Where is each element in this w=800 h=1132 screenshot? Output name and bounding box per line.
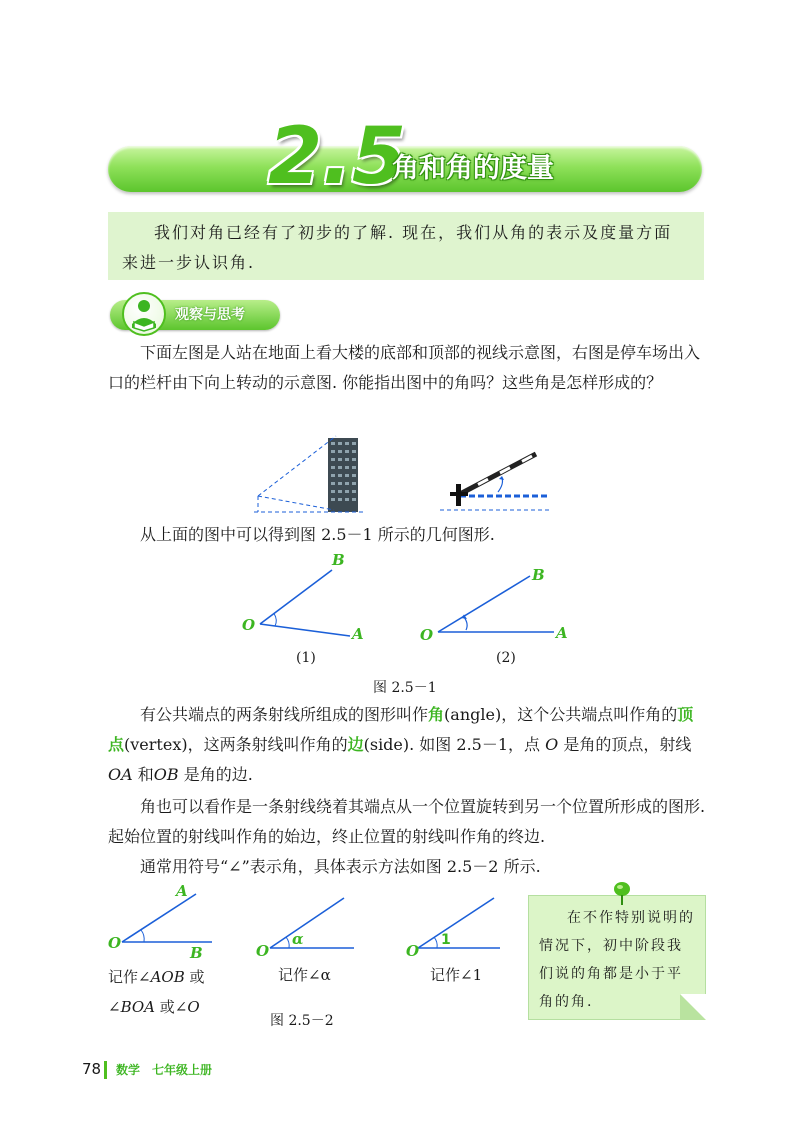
term-side: 边 [347,735,364,754]
section-number: 2.5 [268,112,407,202]
note-fold-corner [680,994,706,1020]
fig2-label-O1: O [108,934,122,952]
reader-icon [122,292,166,336]
book-title: 数学 七年级上册 [116,1063,213,1077]
fig2-label-A: A [176,882,188,900]
fig2-label-O2: O [256,942,270,960]
figure-2-5-2-angle-1 [404,890,514,960]
fig1-label-O1: O [242,616,256,634]
figure-2-5-1-caption: 图 2.5－1 [373,680,437,696]
figure-2-5-1-part2 [418,560,568,644]
fig2-label-O3: O [406,942,420,960]
paragraph-definition: 有公共端点的两条射线所组成的图形叫作角(angle)，这个公共端点叫作角的顶点(vertex)，这两条射线叫作角的边(side). 如图 2.5－1，点 O 是角的顶点，射线 OA 和OB 是角的边. [108,705,694,784]
fig2-label-1: 1 [441,932,451,948]
fig1-label-B2: B [532,566,545,584]
intro-box: 我们对角已经有了初步的了解. 现在，我们从角的表示及度量方面来进一步认识角. [108,212,704,280]
fig1-label-A1: A [352,625,364,643]
fig2-label-alpha: α [292,930,304,948]
paragraph-notation: 通常用符号“∠”表示角，具体表示方法如图 2.5－2 所示. [140,857,541,876]
paragraph-rotation: 角也可以看作是一条射线绕着其端点从一个位置旋转到另一个位置所形成的图形. 起始位置的射线叫作角的始边，终止位置的射线叫作角的终边. [108,797,706,846]
term-vertex: 顶点 [108,705,694,754]
term-angle: 角 [428,705,445,724]
fig1-label-B1: B [332,551,345,569]
page-number: 78 [82,1060,102,1078]
fig2-caption-aob: 记作∠AOB 或 ∠BOA 或∠O [108,968,205,1016]
fig1-label-O2: O [420,626,434,644]
fig1-subcaption-2: (2) [496,650,516,666]
side-note: 在不作特别说明的情况下，初中阶段我们说的角都是小于平角的角. [528,895,706,1020]
fig1-label-A2: A [556,624,568,642]
building-sightline-illustration [250,432,370,514]
pushpin-icon [610,880,634,908]
figure-2-5-2-angle-alpha [256,890,366,960]
section-title: 角和角的度量 [392,153,554,184]
observe-label: 观察与思考 [175,307,245,323]
figure-2-5-2-angle-aob [108,884,228,954]
paragraph-figure-intro: 从上面的图中可以得到图 2.5－1 所示的几何图形. [140,525,495,544]
fig1-subcaption-1: (1) [296,650,316,666]
figure-2-5-2-caption: 图 2.5－2 [270,1013,334,1029]
paragraph-observe: 下面左图是人站在地面上看大楼的底部和顶部的视线示意图，右图是停车场出入口的栏杆由下向上转动的示意图. 你能指出图中的角吗？这些角是怎样形成的？ [108,343,701,392]
footer-divider [104,1061,107,1079]
fig2-label-B: B [190,944,203,962]
fig2-caption-alpha: 记作∠α [278,966,331,984]
fig2-caption-1: 记作∠1 [430,966,483,984]
barrier-illustration [440,442,555,512]
